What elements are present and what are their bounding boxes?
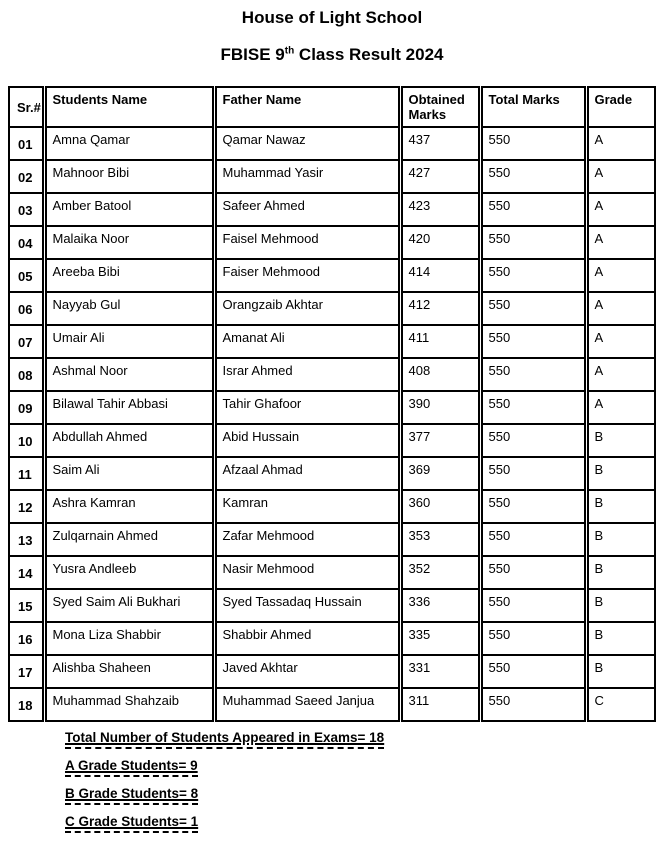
grade-cell: B bbox=[586, 424, 655, 457]
table-row bbox=[9, 160, 655, 193]
student-name-cell: Bilawal Tahir Abbasi bbox=[44, 391, 214, 424]
grade-cell: A bbox=[586, 391, 655, 424]
header-grade: Grade bbox=[586, 87, 655, 127]
obtained-marks-cell: 311 bbox=[400, 688, 480, 721]
serial-cell: 15 bbox=[9, 589, 44, 622]
obtained-marks-cell: 437 bbox=[400, 127, 480, 160]
table-row bbox=[9, 127, 655, 160]
student-name-cell: Yusra Andleeb bbox=[44, 556, 214, 589]
grade-cell: A bbox=[586, 160, 655, 193]
header-total-marks: Total Marks bbox=[480, 87, 586, 127]
obtained-marks-cell: 336 bbox=[400, 589, 480, 622]
table-row bbox=[9, 523, 655, 556]
header-father-name: Father Name bbox=[214, 87, 400, 127]
total-marks-cell: 550 bbox=[480, 259, 586, 292]
student-name-cell: Mahnoor Bibi bbox=[44, 160, 214, 193]
table-row bbox=[9, 688, 655, 721]
father-name-cell: Faiser Mehmood bbox=[214, 259, 400, 292]
total-marks-cell: 550 bbox=[480, 622, 586, 655]
table-row bbox=[9, 391, 655, 424]
serial-cell: 07 bbox=[9, 325, 44, 358]
total-marks-cell: 550 bbox=[480, 655, 586, 688]
table-row bbox=[9, 259, 655, 292]
serial-cell: 14 bbox=[9, 556, 44, 589]
father-name-cell: Kamran bbox=[214, 490, 400, 523]
total-marks-cell: 550 bbox=[480, 424, 586, 457]
grade-cell: B bbox=[586, 457, 655, 490]
serial-cell: 11 bbox=[9, 457, 44, 490]
table-row bbox=[9, 193, 655, 226]
results-table bbox=[8, 86, 656, 722]
table-row bbox=[9, 358, 655, 391]
serial-cell: 02 bbox=[9, 160, 44, 193]
total-marks-cell: 550 bbox=[480, 226, 586, 259]
summary-c-grade-count: C Grade Students= 1 bbox=[65, 814, 198, 833]
father-name-cell: Amanat Ali bbox=[214, 325, 400, 358]
father-name-cell: Israr Ahmed bbox=[214, 358, 400, 391]
father-name-cell: Muhammad Yasir bbox=[214, 160, 400, 193]
summary-a-grade-count: A Grade Students= 9 bbox=[65, 758, 198, 777]
obtained-marks-cell: 352 bbox=[400, 556, 480, 589]
obtained-marks-cell: 335 bbox=[400, 622, 480, 655]
father-name-cell: Javed Akhtar bbox=[214, 655, 400, 688]
total-marks-cell: 550 bbox=[480, 688, 586, 721]
total-marks-cell: 550 bbox=[480, 589, 586, 622]
subtitle-superscript: th bbox=[284, 45, 295, 57]
obtained-marks-cell: 360 bbox=[400, 490, 480, 523]
student-name-cell: Abdullah Ahmed bbox=[44, 424, 214, 457]
total-marks-cell: 550 bbox=[480, 358, 586, 391]
obtained-marks-cell: 423 bbox=[400, 193, 480, 226]
obtained-marks-cell: 420 bbox=[400, 226, 480, 259]
serial-cell: 08 bbox=[9, 358, 44, 391]
summary-b-grade-count: B Grade Students= 8 bbox=[65, 786, 198, 805]
total-marks-cell: 550 bbox=[480, 127, 586, 160]
father-name-cell: Zafar Mehmood bbox=[214, 523, 400, 556]
obtained-marks-cell: 412 bbox=[400, 292, 480, 325]
obtained-marks-cell: 390 bbox=[400, 391, 480, 424]
table-row bbox=[9, 325, 655, 358]
summary-total-students: Total Number of Students Appeared in Exams= 18 bbox=[65, 730, 384, 749]
grade-cell: A bbox=[586, 127, 655, 160]
total-marks-cell: 550 bbox=[480, 490, 586, 523]
obtained-marks-cell: 427 bbox=[400, 160, 480, 193]
table-row bbox=[9, 457, 655, 490]
summary-row bbox=[65, 730, 664, 749]
page-subtitle bbox=[0, 44, 664, 66]
serial-cell: 04 bbox=[9, 226, 44, 259]
serial-cell: 12 bbox=[9, 490, 44, 523]
summary-row bbox=[65, 758, 664, 777]
header-row bbox=[9, 87, 655, 127]
summary-section bbox=[65, 730, 664, 833]
summary-row bbox=[65, 814, 664, 833]
father-name-cell: Faisel Mehmood bbox=[214, 226, 400, 259]
header-sr: Sr.# bbox=[9, 87, 44, 127]
student-name-cell: Saim Ali bbox=[44, 457, 214, 490]
obtained-marks-cell: 414 bbox=[400, 259, 480, 292]
table-row bbox=[9, 622, 655, 655]
table-row bbox=[9, 589, 655, 622]
table-row bbox=[9, 490, 655, 523]
serial-cell: 16 bbox=[9, 622, 44, 655]
table-row bbox=[9, 292, 655, 325]
student-name-cell: Alishba Shaheen bbox=[44, 655, 214, 688]
total-marks-cell: 550 bbox=[480, 160, 586, 193]
father-name-cell: Qamar Nawaz bbox=[214, 127, 400, 160]
obtained-marks-cell: 369 bbox=[400, 457, 480, 490]
total-marks-cell: 550 bbox=[480, 457, 586, 490]
obtained-marks-cell: 377 bbox=[400, 424, 480, 457]
serial-cell: 06 bbox=[9, 292, 44, 325]
summary-row bbox=[65, 786, 664, 805]
grade-cell: B bbox=[586, 655, 655, 688]
student-name-cell: Ashmal Noor bbox=[44, 358, 214, 391]
table-row bbox=[9, 226, 655, 259]
serial-cell: 13 bbox=[9, 523, 44, 556]
father-name-cell: Tahir Ghafoor bbox=[214, 391, 400, 424]
father-name-cell: Orangzaib Akhtar bbox=[214, 292, 400, 325]
student-name-cell: Muhammad Shahzaib bbox=[44, 688, 214, 721]
serial-cell: 18 bbox=[9, 688, 44, 721]
obtained-marks-cell: 331 bbox=[400, 655, 480, 688]
grade-cell: A bbox=[586, 259, 655, 292]
student-name-cell: Umair Ali bbox=[44, 325, 214, 358]
student-name-cell: Mona Liza Shabbir bbox=[44, 622, 214, 655]
header-students-name: Students Name bbox=[44, 87, 214, 127]
father-name-cell: Afzaal Ahmad bbox=[214, 457, 400, 490]
student-name-cell: Areeba Bibi bbox=[44, 259, 214, 292]
student-name-cell: Amber Batool bbox=[44, 193, 214, 226]
grade-cell: B bbox=[586, 523, 655, 556]
page-title: House of Light School bbox=[241, 8, 423, 27]
serial-cell: 09 bbox=[9, 391, 44, 424]
student-name-cell: Nayyab Gul bbox=[44, 292, 214, 325]
total-marks-cell: 550 bbox=[480, 556, 586, 589]
father-name-cell: Nasir Mehmood bbox=[214, 556, 400, 589]
grade-cell: A bbox=[586, 292, 655, 325]
total-marks-cell: 550 bbox=[480, 325, 586, 358]
serial-cell: 05 bbox=[9, 259, 44, 292]
grade-cell: B bbox=[586, 622, 655, 655]
table-row bbox=[9, 655, 655, 688]
grade-cell: B bbox=[586, 490, 655, 523]
grade-cell: A bbox=[586, 193, 655, 226]
grade-cell: A bbox=[586, 325, 655, 358]
subtitle-prefix: FBISE 9 bbox=[220, 45, 285, 64]
serial-cell: 10 bbox=[9, 424, 44, 457]
father-name-cell: Shabbir Ahmed bbox=[214, 622, 400, 655]
student-name-cell: Malaika Noor bbox=[44, 226, 214, 259]
student-name-cell: Amna Qamar bbox=[44, 127, 214, 160]
grade-cell: A bbox=[586, 226, 655, 259]
subtitle-suffix: Class Result 2024 bbox=[294, 45, 444, 64]
results-table-body bbox=[9, 127, 655, 721]
obtained-marks-cell: 353 bbox=[400, 523, 480, 556]
obtained-marks-cell: 411 bbox=[400, 325, 480, 358]
table-row bbox=[9, 556, 655, 589]
father-name-cell: Safeer Ahmed bbox=[214, 193, 400, 226]
total-marks-cell: 550 bbox=[480, 193, 586, 226]
obtained-marks-cell: 408 bbox=[400, 358, 480, 391]
serial-cell: 03 bbox=[9, 193, 44, 226]
student-name-cell: Syed Saim Ali Bukhari bbox=[44, 589, 214, 622]
student-name-cell: Ashra Kamran bbox=[44, 490, 214, 523]
grade-cell: A bbox=[586, 358, 655, 391]
serial-cell: 17 bbox=[9, 655, 44, 688]
student-name-cell: Zulqarnain Ahmed bbox=[44, 523, 214, 556]
grade-cell: C bbox=[586, 688, 655, 721]
grade-cell: B bbox=[586, 556, 655, 589]
total-marks-cell: 550 bbox=[480, 292, 586, 325]
total-marks-cell: 550 bbox=[480, 523, 586, 556]
father-name-cell: Syed Tassadaq Hussain bbox=[214, 589, 400, 622]
total-marks-cell: 550 bbox=[480, 391, 586, 424]
serial-cell: 01 bbox=[9, 127, 44, 160]
table-row bbox=[9, 424, 655, 457]
father-name-cell: Abid Hussain bbox=[214, 424, 400, 457]
father-name-cell: Muhammad Saeed Janjua bbox=[214, 688, 400, 721]
grade-cell: B bbox=[586, 589, 655, 622]
header-obtained-marks: Obtained Marks bbox=[400, 87, 480, 127]
